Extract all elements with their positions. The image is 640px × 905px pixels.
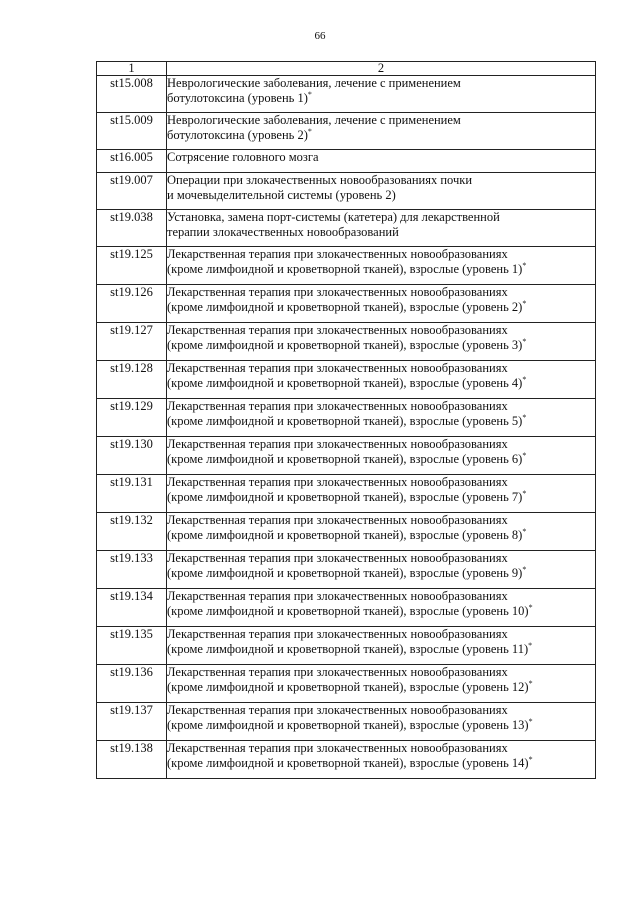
description-line [167, 589, 595, 604]
description-text: Лекарственная терапия при злокачественных новообразованиях [167, 247, 508, 261]
row-code: st19.132 [97, 513, 167, 551]
table-row [97, 475, 596, 513]
description-line [167, 338, 595, 353]
footnote-asterisk: * [307, 127, 312, 136]
description-text: (кроме лимфоидной и кроветворной тканей), взрослые (уровень 3) [167, 338, 523, 352]
row-description [167, 475, 596, 513]
table-row [97, 665, 596, 703]
description-line [167, 262, 595, 277]
row-description [167, 323, 596, 361]
row-code: st15.009 [97, 113, 167, 150]
table-row [97, 703, 596, 741]
table-row [97, 627, 596, 665]
description-text: Операции при злокачественных новообразованиях почки [167, 173, 473, 187]
description-text: Лекарственная терапия при злокачественных новообразованиях [167, 323, 508, 337]
tariff-table [96, 61, 596, 779]
description-line [167, 490, 595, 505]
description-line [167, 741, 595, 756]
description-line [167, 225, 595, 240]
row-code: st19.136 [97, 665, 167, 703]
row-description [167, 741, 596, 779]
description-line [167, 188, 595, 203]
description-line [167, 475, 595, 490]
description-text: Лекарственная терапия при злокачественных новообразованиях [167, 703, 508, 717]
description-text: Неврологические заболевания, лечение с применением [167, 76, 461, 90]
description-line [167, 361, 595, 376]
description-line [167, 756, 595, 771]
row-description [167, 150, 596, 173]
row-code: st19.131 [97, 475, 167, 513]
row-code: st19.137 [97, 703, 167, 741]
description-text: ботулотоксина (уровень 2) [167, 128, 308, 142]
footnote-asterisk: * [528, 717, 533, 726]
description-text: Лекарственная терапия при злокачественных новообразованиях [167, 741, 508, 755]
description-text: (кроме лимфоидной и кроветворной тканей), взрослые (уровень 10) [167, 604, 529, 618]
row-description [167, 113, 596, 150]
description-text: Лекарственная терапия при злокачественных новообразованиях [167, 285, 508, 299]
row-description [167, 247, 596, 285]
description-line [167, 528, 595, 543]
description-line [167, 437, 595, 452]
row-description [167, 703, 596, 741]
row-code: st19.133 [97, 551, 167, 589]
row-description [167, 173, 596, 210]
row-description [167, 513, 596, 551]
column-header-description: 2 [167, 62, 596, 76]
row-code: st19.129 [97, 399, 167, 437]
footnote-asterisk: * [522, 451, 527, 460]
description-line [167, 642, 595, 657]
row-description [167, 210, 596, 247]
description-line [167, 210, 595, 225]
description-text: Установка, замена порт-системы (катетера) для лекарственной [167, 210, 500, 224]
footnote-asterisk: * [528, 755, 533, 764]
description-text: Лекарственная терапия при злокачественных новообразованиях [167, 665, 508, 679]
row-description [167, 437, 596, 475]
description-line [167, 323, 595, 338]
description-text: Лекарственная терапия при злокачественных новообразованиях [167, 627, 508, 641]
description-text: (кроме лимфоидной и кроветворной тканей), взрослые (уровень 8) [167, 528, 523, 542]
table-header-row [97, 62, 596, 76]
table-row [97, 173, 596, 210]
description-line [167, 76, 595, 91]
description-text: Лекарственная терапия при злокачественных новообразованиях [167, 475, 508, 489]
description-line [167, 128, 595, 143]
description-text: Лекарственная терапия при злокачественных новообразованиях [167, 399, 508, 413]
description-text: (кроме лимфоидной и кроветворной тканей), взрослые (уровень 5) [167, 414, 523, 428]
description-line [167, 399, 595, 414]
description-text: ботулотоксина (уровень 1) [167, 91, 308, 105]
description-line [167, 300, 595, 315]
table-row [97, 741, 596, 779]
description-text: (кроме лимфоидной и кроветворной тканей), взрослые (уровень 7) [167, 490, 523, 504]
footnote-asterisk: * [522, 565, 527, 574]
description-text: (кроме лимфоидной и кроветворной тканей), взрослые (уровень 1) [167, 262, 523, 276]
description-line [167, 452, 595, 467]
row-code: st19.134 [97, 589, 167, 627]
footnote-asterisk: * [522, 299, 527, 308]
description-text: (кроме лимфоидной и кроветворной тканей), взрослые (уровень 6) [167, 452, 523, 466]
description-text: Лекарственная терапия при злокачественных новообразованиях [167, 551, 508, 565]
table-row [97, 513, 596, 551]
footnote-asterisk: * [522, 337, 527, 346]
description-line [167, 91, 595, 106]
row-code: st19.130 [97, 437, 167, 475]
table-row [97, 113, 596, 150]
description-text: (кроме лимфоидной и кроветворной тканей), взрослые (уровень 2) [167, 300, 523, 314]
description-text: Лекарственная терапия при злокачественных новообразованиях [167, 513, 508, 527]
row-code: st19.135 [97, 627, 167, 665]
table-row [97, 589, 596, 627]
row-code: st19.007 [97, 173, 167, 210]
row-description [167, 399, 596, 437]
page-number: 66 [314, 30, 326, 42]
description-line [167, 604, 595, 619]
description-line [167, 627, 595, 642]
table-row [97, 247, 596, 285]
description-line [167, 551, 595, 566]
row-description [167, 589, 596, 627]
description-line [167, 718, 595, 733]
description-text: Лекарственная терапия при злокачественных новообразованиях [167, 361, 508, 375]
description-text: Лекарственная терапия при злокачественных новообразованиях [167, 589, 508, 603]
description-text: (кроме лимфоидной и кроветворной тканей), взрослые (уровень 4) [167, 376, 523, 390]
table-row [97, 437, 596, 475]
table-row [97, 551, 596, 589]
row-code: st15.008 [97, 76, 167, 113]
table-row [97, 150, 596, 173]
description-text: Лекарственная терапия при злокачественных новообразованиях [167, 437, 508, 451]
description-line [167, 680, 595, 695]
description-text: (кроме лимфоидной и кроветворной тканей), взрослые (уровень 11) [167, 642, 529, 656]
row-description [167, 665, 596, 703]
description-text: (кроме лимфоидной и кроветворной тканей), взрослые (уровень 9) [167, 566, 523, 580]
footnote-asterisk: * [522, 375, 527, 384]
row-code: st19.127 [97, 323, 167, 361]
footnote-asterisk: * [522, 527, 527, 536]
description-line [167, 566, 595, 581]
description-line [167, 173, 595, 188]
table-row [97, 361, 596, 399]
description-line [167, 113, 595, 128]
description-line [167, 513, 595, 528]
description-line [167, 703, 595, 718]
description-line [167, 150, 595, 165]
table-row [97, 399, 596, 437]
row-description [167, 627, 596, 665]
row-code: st19.038 [97, 210, 167, 247]
description-text: Неврологические заболевания, лечение с применением [167, 113, 461, 127]
table-body [97, 76, 596, 779]
row-code: st19.125 [97, 247, 167, 285]
row-code: st19.128 [97, 361, 167, 399]
description-text: (кроме лимфоидной и кроветворной тканей), взрослые (уровень 12) [167, 680, 529, 694]
footnote-asterisk: * [528, 603, 533, 612]
row-code: st19.126 [97, 285, 167, 323]
description-text: и мочевыделительной системы (уровень 2) [167, 188, 396, 202]
row-description [167, 361, 596, 399]
row-code: st16.005 [97, 150, 167, 173]
row-code: st19.138 [97, 741, 167, 779]
description-line [167, 285, 595, 300]
description-text: Сотрясение головного мозга [167, 150, 319, 164]
row-description [167, 76, 596, 113]
footnote-asterisk: * [528, 679, 533, 688]
table-row [97, 323, 596, 361]
description-line [167, 665, 595, 680]
footnote-asterisk: * [522, 413, 527, 422]
description-text: (кроме лимфоидной и кроветворной тканей), взрослые (уровень 14) [167, 756, 529, 770]
description-line [167, 376, 595, 391]
table-row [97, 285, 596, 323]
row-description [167, 551, 596, 589]
table-row [97, 210, 596, 247]
row-description [167, 285, 596, 323]
table-row [97, 76, 596, 113]
description-text: (кроме лимфоидной и кроветворной тканей), взрослые (уровень 13) [167, 718, 529, 732]
description-text: терапии злокачественных новообразований [167, 225, 399, 239]
footnote-asterisk: * [528, 641, 533, 650]
description-line [167, 247, 595, 262]
footnote-asterisk: * [307, 90, 312, 99]
column-header-code: 1 [97, 62, 167, 76]
footnote-asterisk: * [522, 489, 527, 498]
description-line [167, 414, 595, 429]
footnote-asterisk: * [522, 261, 527, 270]
